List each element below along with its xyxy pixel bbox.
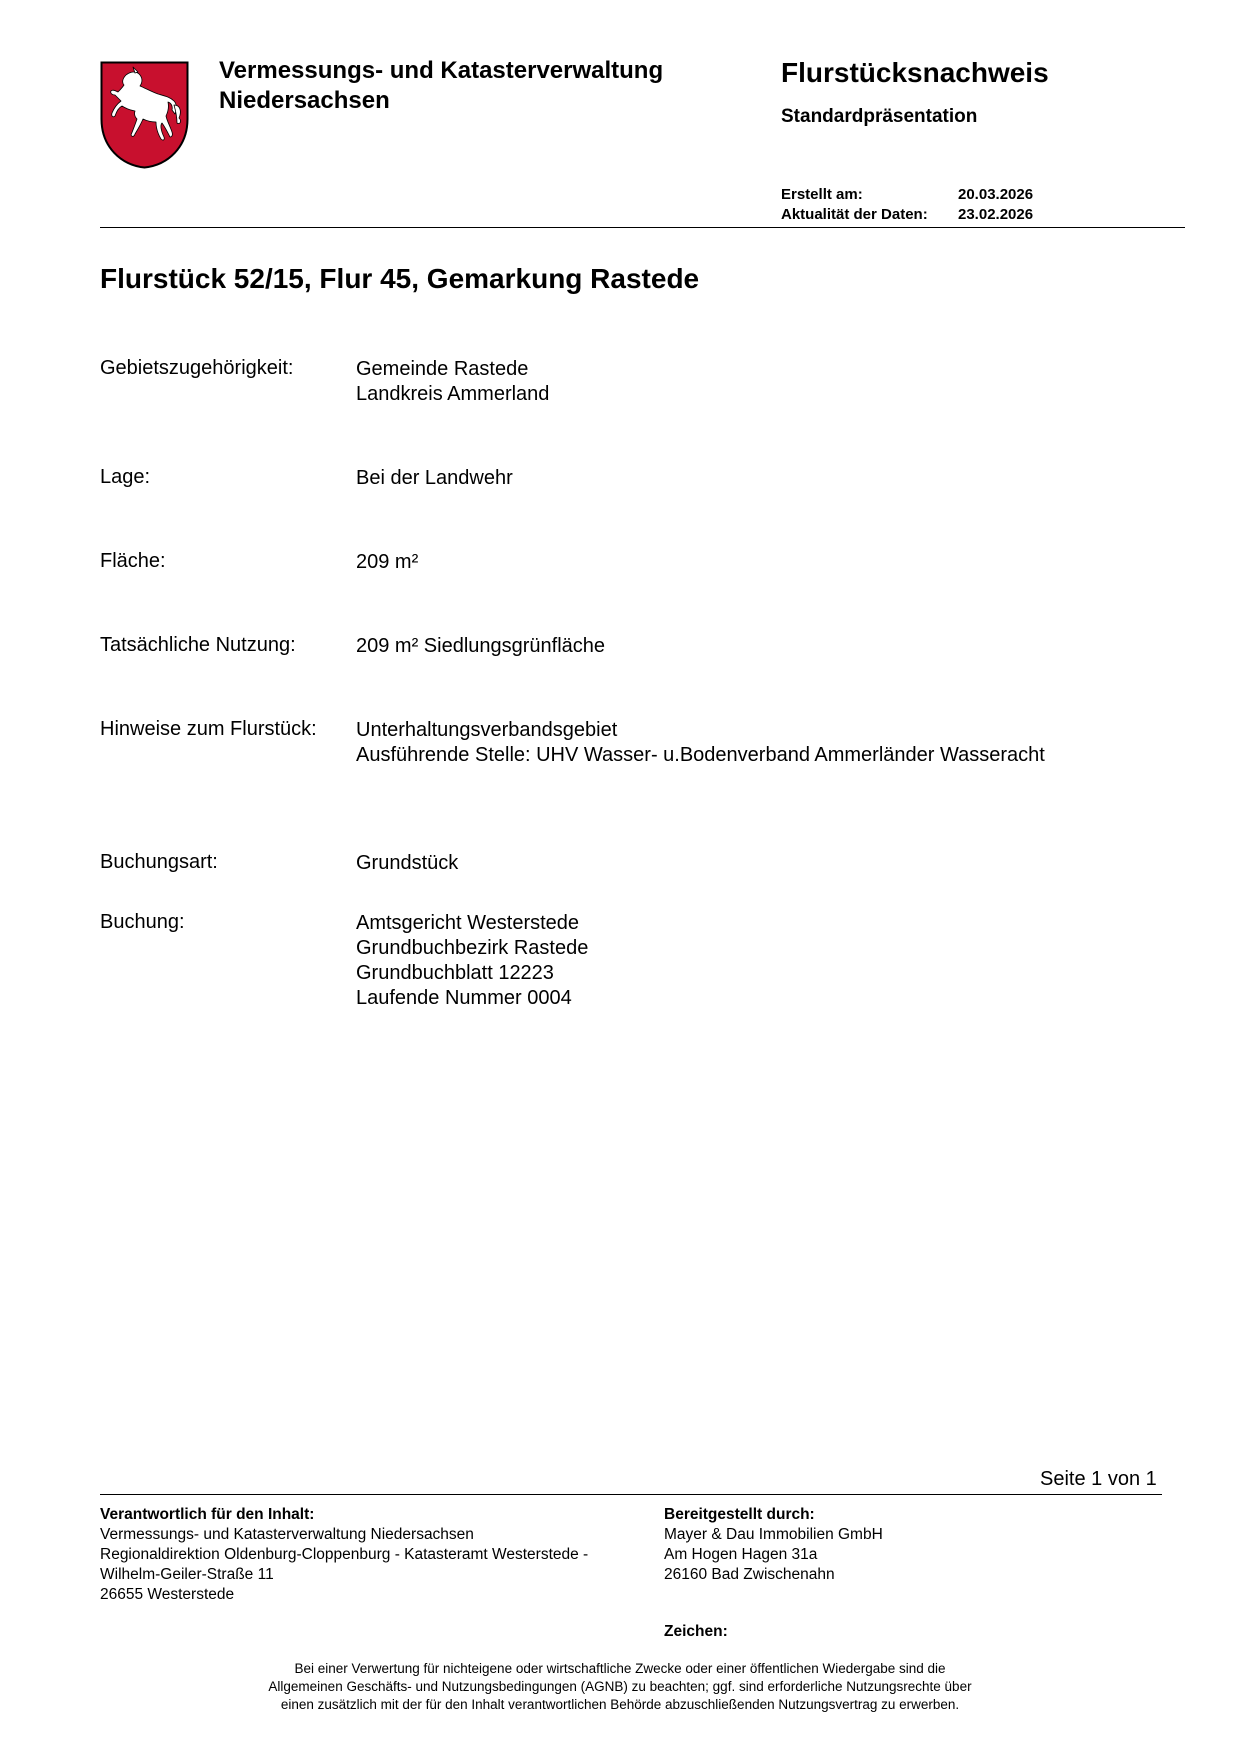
gebiet-value (356, 357, 549, 407)
agency-line-1: Vermessungs- und Katasterverwaltung (219, 57, 664, 84)
document-title: Flurstücksnachweis (781, 57, 1049, 88)
disclaimer-line: Allgemeinen Geschäfts- und Nutzungsbedingungen (AGNB) zu beachten; ggf. sind erforderliche Nutzungsrechte über (268, 1679, 972, 1694)
disclaimer-line: einen zusätzlich mit der für den Inhalt verantwortlichen Behörde abzuschließenden Nutzungsvertrag zu erwerben. (280, 1697, 960, 1712)
hinweise-line: Ausführende Stelle: UHV Wasser- u.Bodenverband Ammerländer Wasseracht (356, 744, 1045, 766)
agency-name (219, 56, 663, 116)
sign-label: Zeichen: (664, 1623, 728, 1640)
flaeche-value (356, 550, 418, 575)
buchung-label: Buchung: (100, 911, 185, 933)
responsible-block (100, 1505, 588, 1605)
responsible-line: Regionaldirektion Oldenburg-Cloppenburg - Katasteramt Westerstede - (100, 1546, 589, 1563)
responsible-line: Wilhelm-Geiler-Straße 11 (100, 1566, 274, 1583)
hinweise-label: Hinweise zum Flurstück: (100, 718, 317, 740)
lage-value (356, 466, 513, 491)
created-label: Erstellt am: (781, 186, 863, 203)
buchung-line: Grundbuchblatt 12223 (356, 962, 554, 984)
document-subtitle: Standardpräsentation (781, 106, 978, 127)
flaeche-label: Fläche: (100, 550, 166, 572)
lage-label: Lage: (100, 466, 151, 488)
provided-line: Mayer & Dau Immobilien GmbH (664, 1526, 883, 1543)
provided-heading: Bereitgestellt durch: (664, 1506, 815, 1523)
disclaimer (200, 1660, 1040, 1714)
buchungsart-label: Buchungsart: (100, 851, 218, 873)
gebiet-line: Landkreis Ammerland (356, 383, 550, 405)
updated-value: 23.02.2026 (958, 206, 1034, 223)
lage-line: Bei der Landwehr (356, 467, 513, 489)
responsible-line: Vermessungs- und Katasterverwaltung Niedersachsen (100, 1526, 474, 1543)
buchung-line: Grundbuchbezirk Rastede (356, 937, 589, 959)
buchungsart-value (356, 851, 458, 876)
footer-divider (100, 1494, 1162, 1495)
provided-block (664, 1505, 883, 1585)
buchung-line: Laufende Nummer 0004 (356, 987, 572, 1009)
updated-label: Aktualität der Daten: (781, 206, 928, 223)
disclaimer-line: Bei einer Verwertung für nichteigene oder wirtschaftliche Zwecke oder einer öffentlichen Wiedergabe sind die (294, 1661, 946, 1676)
niedersachsen-crest-icon (100, 61, 189, 169)
created-value: 20.03.2026 (958, 186, 1034, 203)
buchung-value (356, 911, 588, 1011)
buchungsart-line: Grundstück (356, 852, 459, 874)
hinweise-value (356, 718, 1045, 768)
provided-line: Am Hogen Hagen 31a (664, 1546, 818, 1563)
flaeche-line: 209 m² (356, 551, 419, 573)
gebiet-label: Gebietszugehörigkeit: (100, 357, 294, 379)
header-divider (100, 227, 1185, 228)
parcel-title: Flurstück 52/15, Flur 45, Gemarkung Rastede (100, 263, 700, 294)
agency-line-2: Niedersachsen (219, 87, 390, 114)
nutzung-value (356, 634, 605, 659)
nutzung-line: 209 m² Siedlungsgrünfläche (356, 635, 606, 657)
responsible-line: 26655 Westerstede (100, 1586, 235, 1603)
page-number: Seite 1 von 1 (1040, 1468, 1157, 1490)
responsible-heading: Verantwortlich für den Inhalt: (100, 1506, 315, 1523)
gebiet-line: Gemeinde Rastede (356, 358, 529, 380)
created-row (781, 186, 1033, 203)
hinweise-line: Unterhaltungsverbandsgebiet (356, 719, 618, 741)
nutzung-label: Tatsächliche Nutzung: (100, 634, 296, 656)
buchung-line: Amtsgericht Westerstede (356, 912, 580, 934)
provided-line: 26160 Bad Zwischenahn (664, 1566, 835, 1583)
updated-row (781, 206, 1033, 223)
